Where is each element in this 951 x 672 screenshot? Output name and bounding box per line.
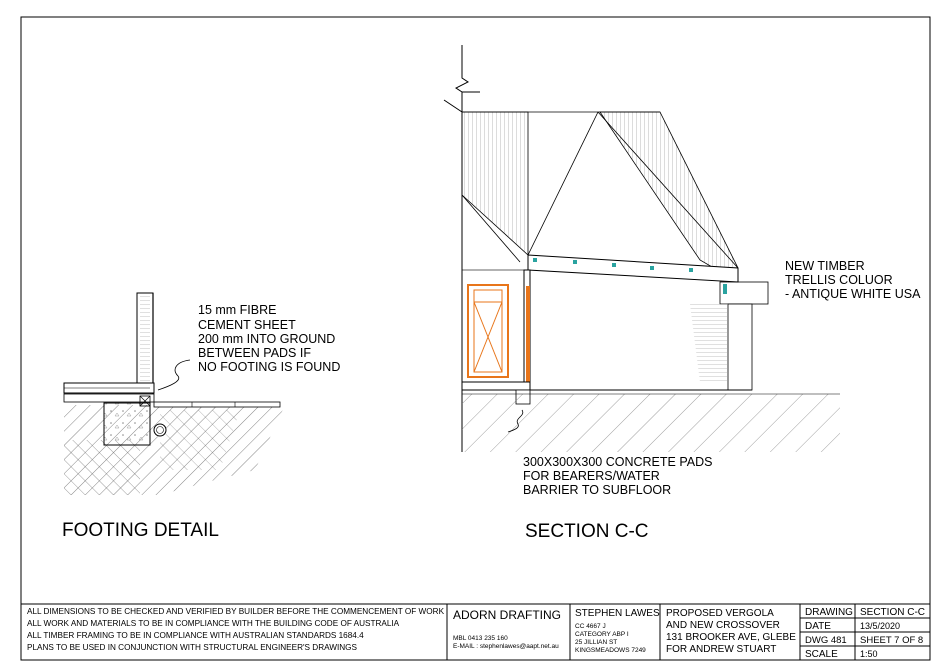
section-break-line: [444, 45, 468, 112]
trellis-note-line: - ANTIQUE WHITE USA: [785, 287, 921, 301]
footing-leader: [158, 360, 190, 390]
section-deck: [462, 382, 530, 390]
footing-note-line: 15 mm FIBRE: [198, 303, 277, 317]
footing-note-line: NO FOOTING IS FOUND: [198, 360, 341, 374]
general-note-line: ALL TIMBER FRAMING TO BE IN COMPLIANCE WITH AUSTRALIAN STANDARDS 1684.4: [27, 631, 364, 640]
scale-value: 1:50: [860, 649, 878, 659]
drafter-detail-line: CATEGORY ABP I: [575, 631, 629, 638]
trellis-note: [785, 259, 921, 301]
footing-ground: [64, 405, 285, 495]
company-name: ADORN DRAFTING: [453, 608, 561, 622]
footing-paving: [154, 402, 280, 407]
footing-title: FOOTING DETAIL: [62, 520, 219, 541]
dwg-label: DWG 481: [805, 635, 847, 646]
company-mobile: MBL 0413 235 160: [453, 635, 508, 642]
pads-note-line: FOR BEARERS/WATER: [523, 469, 660, 483]
pads-note: [523, 455, 716, 497]
drafter-detail-line: 25 JILLIAN ST: [575, 639, 618, 646]
footing-note: [198, 303, 340, 374]
project-line: PROPOSED VERGOLA: [666, 608, 774, 619]
pads-note-line: BARRIER TO SUBFLOOR: [523, 483, 672, 497]
sheet-value: SHEET 7 OF 8: [860, 635, 924, 646]
pads-note-line: 300X300X300 CONCRETE PADS: [523, 455, 713, 469]
general-note-line: PLANS TO BE USED IN CONJUNCTION WITH STRUCTURAL ENGINEER'S DRAWINGS: [27, 643, 358, 652]
section-title: SECTION C-C: [525, 521, 649, 542]
project-info: [666, 608, 799, 655]
section-door: [468, 285, 508, 377]
section-right-wall: [728, 304, 752, 390]
footing-note-line: BETWEEN PADS IF: [198, 346, 311, 360]
section-ground: [462, 394, 840, 452]
general-note-line: ALL DIMENSIONS TO BE CHECKED AND VERIFIED BY BUILDER BEFORE THE COMMENCEMENT OF WORK: [27, 607, 445, 616]
general-note-line: ALL WORK AND MATERIALS TO BE IN COMPLIANCE WITH THE BUILDING CODE OF AUSTRALIA: [27, 619, 399, 628]
scale-label: SCALE: [805, 649, 838, 660]
date-label: DATE: [805, 621, 831, 632]
trellis-note-line: TRELLIS COLUOR: [785, 273, 893, 287]
footing-note-line: CEMENT SHEET: [198, 318, 296, 332]
drafter-detail-line: KINGSMEADOWS 7249: [575, 647, 646, 654]
trellis-note-line: NEW TIMBER: [785, 259, 865, 273]
drawing-label: DRAWING: [805, 607, 853, 618]
footing-note-line: 200 mm INTO GROUND: [198, 332, 336, 346]
general-notes: [27, 607, 446, 652]
drawing-value: SECTION C-C: [860, 607, 925, 618]
date-value: 13/5/2020: [860, 621, 901, 631]
section-cc-drawing: [444, 45, 840, 452]
drafter-name: STEPHEN LAWES: [575, 608, 660, 619]
project-line: 131 BROOKER AVE, GLEBE: [666, 632, 796, 643]
drafter-detail-line: CC 4667 J: [575, 623, 606, 630]
project-line: FOR ANDREW STUART: [666, 644, 777, 655]
drafter-details: [575, 623, 646, 654]
footing-drain-pipe: [154, 424, 166, 436]
footing-concrete-pad: [104, 403, 150, 445]
company-email: E-MAIL : stephenlawes@aapt.net.au: [453, 643, 559, 650]
project-line: AND NEW CROSSOVER: [666, 620, 780, 631]
